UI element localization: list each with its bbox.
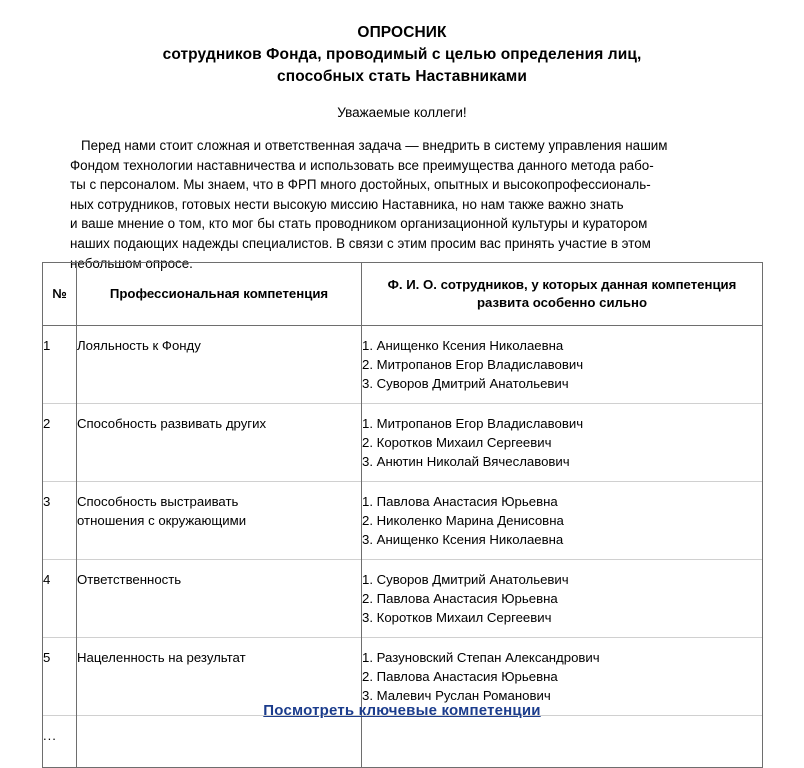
intro-paragraph (0, 136, 804, 273)
competence-line: Лояльность к Фонду (77, 338, 201, 353)
row-names (362, 716, 763, 768)
competence-line: Нацеленность на результат (77, 650, 246, 665)
table-row (43, 482, 763, 560)
row-number: 2 (43, 404, 77, 482)
intro-line: ных сотрудников, готовых нести высокую миссию Наставника, но нам также важно знать (70, 196, 624, 212)
row-number: ... (43, 716, 77, 768)
list-item: 2. Павлова Анастасия Юрьевна (362, 591, 558, 606)
list-item: 2. Николенко Марина Денисовна (362, 513, 564, 528)
competence-line: Способность развивать других (77, 416, 267, 431)
row-competence (77, 716, 362, 768)
row-names (362, 326, 763, 404)
list-item: 3. Анищенко Ксения Николаевна (362, 532, 564, 547)
list-item: 1. Павлова Анастасия Юрьевна (362, 494, 558, 509)
row-names (362, 560, 763, 638)
intro-line: небольшом опросе. (70, 255, 193, 271)
list-item: 1. Разуновский Степан Александрович (362, 650, 600, 665)
row-competence (77, 404, 362, 482)
list-item: 2. Павлова Анастасия Юрьевна (362, 669, 558, 684)
table-row-empty (43, 716, 763, 768)
names-list (362, 492, 762, 549)
table-header (43, 263, 763, 326)
row-number: 1 (43, 326, 77, 404)
page-title: ОПРОСНИК (357, 24, 447, 41)
document-title-block (0, 0, 804, 88)
intro-line: Фондом технологии наставничества и использовать все преимущества данного метода рабо- (70, 157, 654, 173)
column-header-names-line-2: развита особенно сильно (476, 295, 648, 310)
names-list (362, 648, 762, 705)
row-competence (77, 482, 362, 560)
competency-table (42, 262, 763, 768)
intro-line: ты с персоналом. Мы знаем, что в ФРП много достойных, опытных и высокопрофессиональ- (70, 177, 651, 193)
view-key-competencies-link[interactable]: Посмотреть ключевые компетенции (263, 702, 541, 719)
competency-table-wrapper (42, 262, 762, 768)
salutation-text: Уважаемые коллеги! (337, 105, 467, 120)
intro-line: Перед нами стоит сложная и ответственная задача — внедрить в систему управления нашим (81, 138, 668, 153)
row-number: 3 (43, 482, 77, 560)
competence-line: отношения с окружающими (77, 513, 247, 528)
names-list (362, 414, 762, 471)
footer-link-row (0, 702, 804, 720)
competence-line: Ответственность (77, 572, 182, 587)
list-item: 2. Коротков Михаил Сергеевич (362, 435, 552, 450)
list-item: 1. Анищенко Ксения Николаевна (362, 338, 564, 353)
row-number: 5 (43, 638, 77, 716)
list-item: 3. Малевич Руслан Романович (362, 688, 551, 703)
column-header-competence: Профессиональная компетенция (77, 263, 362, 326)
page-subtitle-line-1: сотрудников Фонда, проводимый с целью определения лиц, (162, 46, 642, 63)
list-item: 2. Митропанов Егор Владиславович (362, 357, 584, 372)
table-row (43, 560, 763, 638)
table-row (43, 404, 763, 482)
row-names (362, 482, 763, 560)
row-number: 4 (43, 560, 77, 638)
names-list (362, 570, 762, 627)
list-item: 3. Коротков Михаил Сергеевич (362, 610, 552, 625)
page-subtitle-line-2: способных стать Наставниками (277, 68, 527, 85)
row-competence (77, 326, 362, 404)
names-list (362, 336, 762, 393)
table-row (43, 326, 763, 404)
column-header-names-line-1: Ф. И. О. сотрудников, у которых данная компетенция (387, 277, 737, 292)
row-competence (77, 560, 362, 638)
list-item: 3. Суворов Дмитрий Анатольевич (362, 376, 569, 391)
column-header-number: № (43, 263, 77, 326)
row-names (362, 404, 763, 482)
list-item: 1. Суворов Дмитрий Анатольевич (362, 572, 569, 587)
list-item: 3. Анютин Николай Вячеславович (362, 454, 570, 469)
competence-line: Способность выстраивать (77, 494, 239, 509)
table-header-row (43, 263, 763, 326)
column-header-names (362, 263, 763, 326)
intro-line: и ваше мнение о том, кто мог бы стать проводником организационной культуры и куратором (70, 216, 648, 232)
intro-line: наших подающих надежды специалистов. В связи с этим просим вас принять участие в этом (70, 235, 651, 251)
list-item: 1. Митропанов Егор Владиславович (362, 416, 584, 431)
